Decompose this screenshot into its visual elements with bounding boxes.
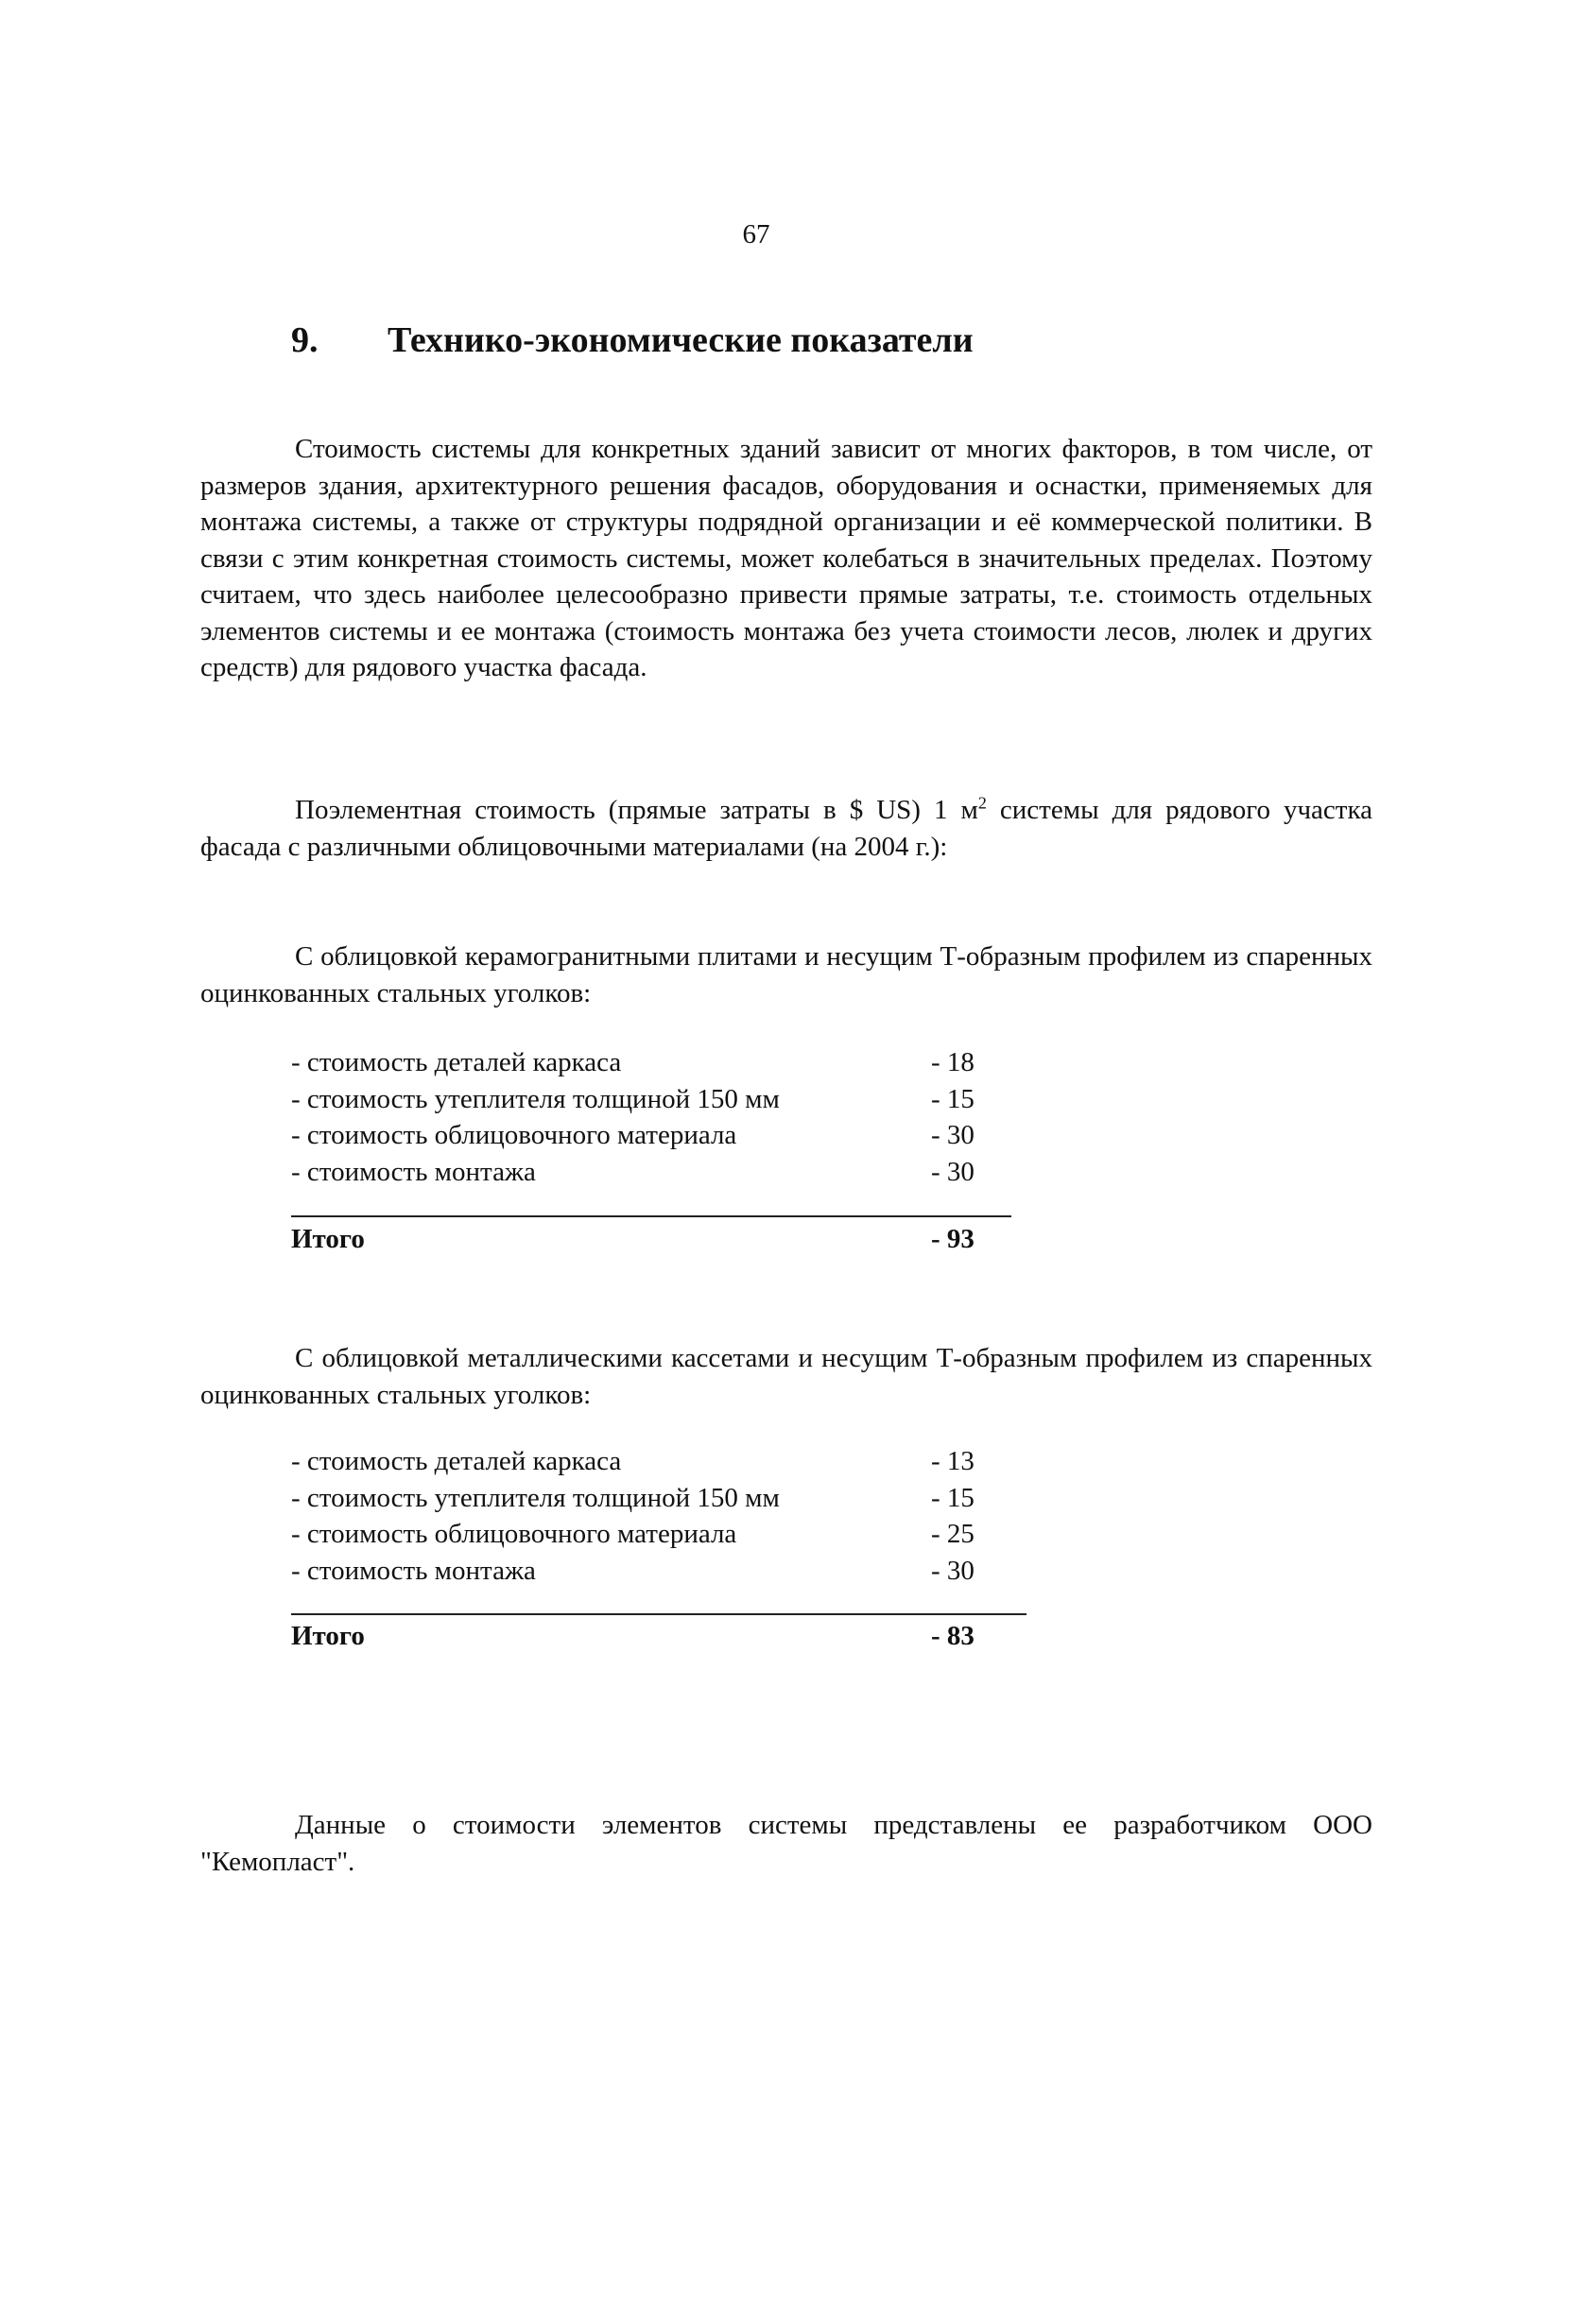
cost-value: - 30 [931, 1156, 975, 1187]
total-value: - 93 [931, 1224, 975, 1254]
cost-row [291, 1081, 1009, 1118]
cost-label: - стоимость утеплителя толщиной 150 мм [291, 1083, 780, 1114]
cost-value: - 18 [931, 1047, 975, 1077]
variant-1-description: С облицовкой керамогранитными плитами и несущим Т-образным профилем из спаренных оцинкованных стальных уголков: [200, 941, 1372, 1008]
cost-intro-text: Поэлементная стоимость (прямые затраты в $ US) 1 м [295, 795, 978, 825]
total-value: - 83 [931, 1621, 975, 1651]
variant-2-description: С облицовкой металлическими кассетами и несущим Т-образным профилем из спаренных оцинкованных стальных уголков: [200, 1343, 1372, 1410]
cost-label: - стоимость утеплителя толщиной 150 мм [291, 1482, 780, 1513]
cost-intro-text-cont: системы для рядового участка фасада с различными облицовочными материалами (на 2004 г.): [200, 795, 1372, 862]
cost-label: - стоимость монтажа [291, 1555, 536, 1586]
variant-1-total [291, 1221, 1009, 1258]
total-divider [291, 1613, 1026, 1615]
cost-label: - стоимость облицовочного материала [291, 1519, 737, 1549]
total-divider [291, 1215, 1011, 1217]
cost-row [291, 1516, 1009, 1553]
footer-note: Данные о стоимости элементов системы представлены ее разработчиком ООО "Кемопласт". [200, 1810, 1372, 1877]
cost-label: - стоимость облицовочного материала [291, 1120, 737, 1150]
cost-value: - 15 [931, 1083, 975, 1114]
cost-value: - 25 [931, 1519, 975, 1549]
cost-value: - 15 [931, 1482, 975, 1513]
cost-label: - стоимость монтажа [291, 1156, 536, 1187]
cost-row [291, 1044, 1009, 1081]
cost-row [291, 1154, 1009, 1191]
cost-row [291, 1443, 1009, 1480]
cost-row [291, 1480, 1009, 1517]
total-label: Итого [291, 1621, 365, 1651]
section-number: 9. [291, 320, 319, 360]
cost-value: - 30 [931, 1120, 975, 1150]
cost-value: - 30 [931, 1555, 975, 1586]
total-label: Итого [291, 1224, 365, 1254]
page-number: 67 [742, 219, 770, 250]
cost-intro-paragraph [200, 792, 1372, 865]
cost-value: - 13 [931, 1446, 975, 1476]
variant-2-cost-list [291, 1443, 1009, 1589]
unit-superscript: 2 [977, 793, 987, 813]
cost-label: - стоимость деталей каркаса [291, 1446, 622, 1476]
variant-1-cost-list [291, 1044, 1009, 1190]
cost-row [291, 1117, 1009, 1154]
variant-2-total [291, 1618, 1009, 1655]
section-title: Технико-экономические показатели [388, 320, 974, 360]
intro-paragraph: Стоимость системы для конкретных зданий зависит от многих факторов, в том числе, от размеров здания, архитектурного решения фасадов, оборудования и оснастки, применяемых для монтажа системы, а также от структуры подрядной организации и её коммерческой политики. В связи с этим конкретная стоимость системы, может колебаться в значительных пределах. Поэтому считаем, что здесь наиболее целесообразно привести прямые затраты, т.е. стоимость отдельных элементов системы и ее монтажа (стоимость монтажа без учета стоимости лесов, люлек и других средств) для рядового участка фасада. [200, 434, 1372, 682]
cost-label: - стоимость деталей каркаса [291, 1047, 622, 1077]
cost-row [291, 1553, 1009, 1590]
